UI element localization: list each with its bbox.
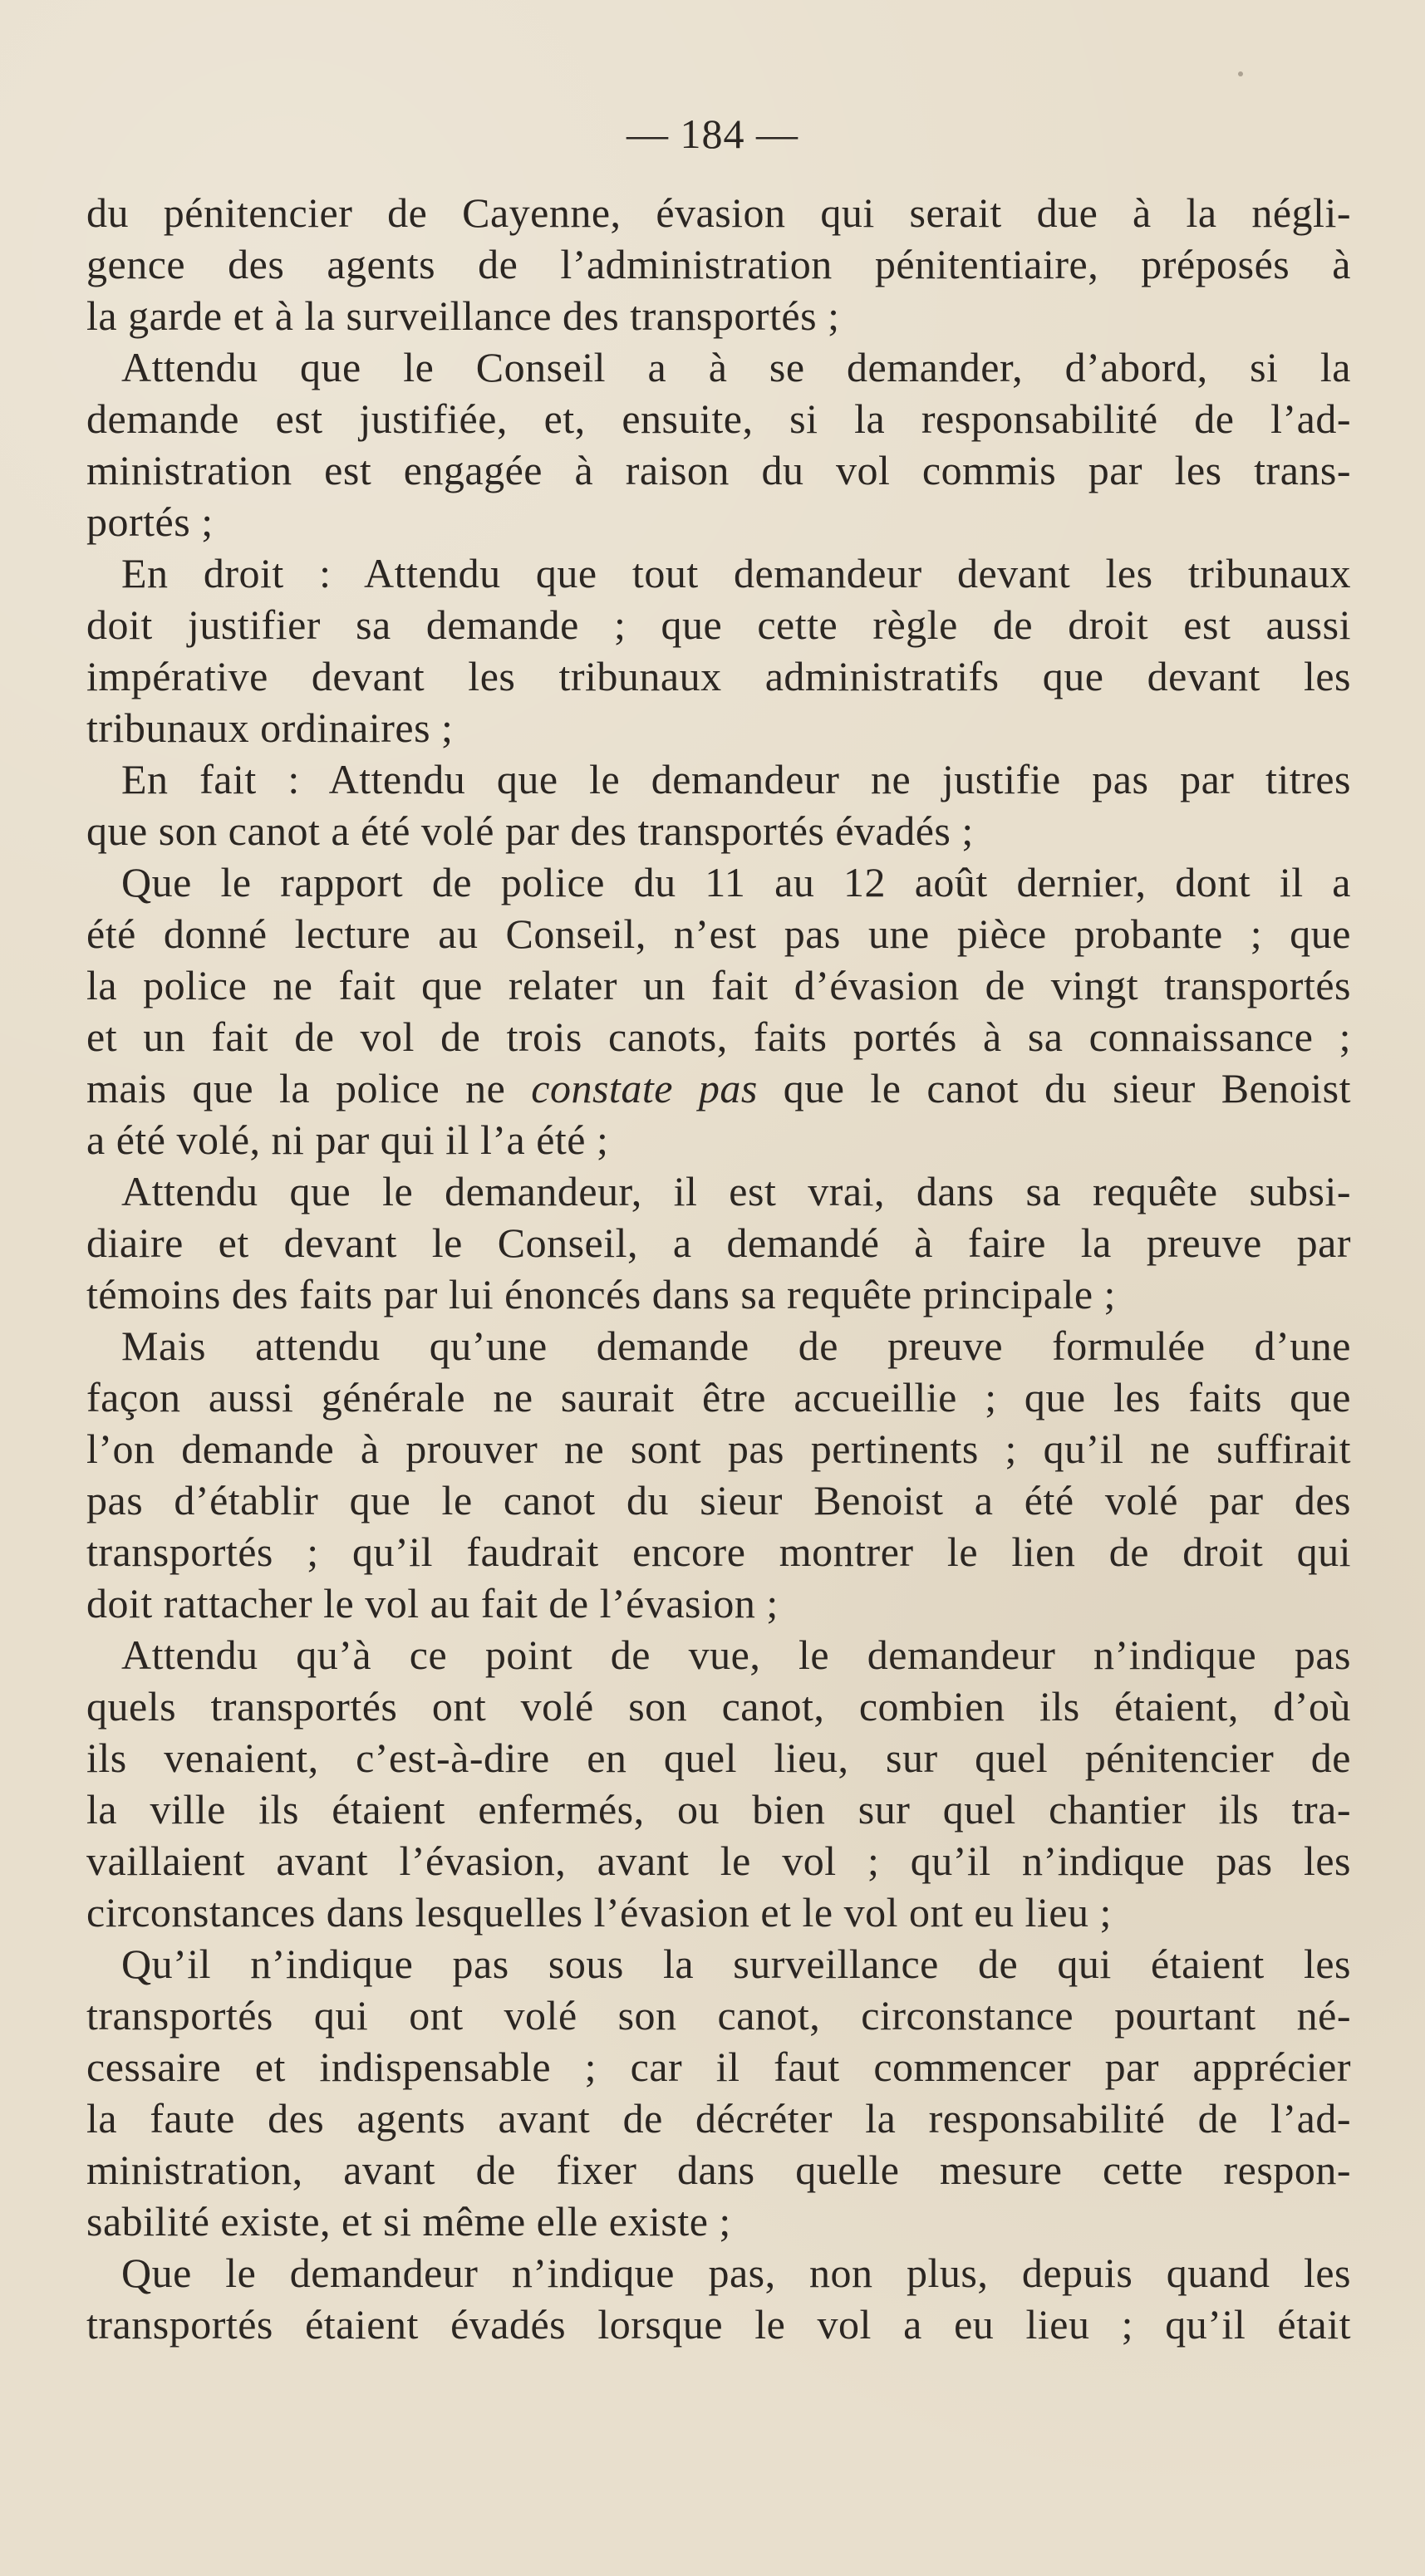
text-fragment: que le canot du sieur Benoist: [757, 1065, 1351, 1111]
text-line: diaire et devant le Conseil, a demandé à faire la preuve par: [86, 1219, 1351, 1266]
text-line: Attendu qu’à ce point de vue, le demandeur n’indique pas: [121, 1631, 1351, 1678]
text-line: Attendu que le demandeur, il est vrai, dans sa requête subsi-: [121, 1168, 1351, 1214]
text-line: Que le rapport de police du 11 au 12 août dernier, dont il a: [121, 859, 1351, 905]
text-line: gence des agents de l’administration pénitentiaire, préposés à: [86, 241, 1351, 287]
text-line: la ville ils étaient enfermés, ou bien sur quel chantier ils tra-: [86, 1786, 1351, 1833]
text-line: En droit : Attendu que tout demandeur devant les tribunaux: [121, 550, 1351, 596]
text-line: Que le demandeur n’indique pas, non plus, depuis quand les: [121, 2250, 1351, 2296]
text-line: doit rattacher le vol au fait de l’évasion ;: [86, 1580, 779, 1627]
text-line: impérative devant les tribunaux administratifs que devant les: [86, 653, 1351, 699]
text-line: vaillaient avant l’évasion, avant le vol ; qu’il n’indique pas les: [86, 1838, 1351, 1884]
text-line: ministration, avant de fixer dans quelle mesure cette respon-: [86, 2147, 1351, 2193]
text-line: la garde et à la surveillance des transportés ;: [86, 292, 840, 339]
page-number: — 184 —: [627, 110, 798, 157]
text-line: cessaire et indispensable ; car il faut commencer par apprécier: [86, 2044, 1351, 2090]
text-line: a été volé, ni par qui il l’a été ;: [86, 1116, 609, 1163]
text-line: transportés ; qu’il faudrait encore montrer le lien de droit qui: [86, 1528, 1351, 1575]
text-line: façon aussi générale ne saurait être accueillie ; que les faits que: [86, 1374, 1351, 1420]
text-line: ministration est engagée à raison du vol commis par les trans-: [86, 447, 1351, 493]
text-line: la police ne fait que relater un fait d’évasion de vingt transportés: [86, 962, 1351, 1008]
italic-text-fragment: constate pas: [531, 1065, 758, 1111]
text-line: tribunaux ordinaires ;: [86, 704, 454, 751]
text-line: circonstances dans lesquelles l’évasion et le vol ont eu lieu ;: [86, 1889, 1112, 1936]
paper-speck: [1238, 71, 1243, 76]
text-line: et un fait de vol de trois canots, faits portés à sa connaissance ;: [86, 1013, 1351, 1060]
text-line: sabilité existe, et si même elle existe ;: [86, 2198, 731, 2245]
text-line: Mais attendu qu’une demande de preuve formulée d’une: [121, 1322, 1351, 1369]
text-line: portés ;: [86, 498, 214, 545]
text-line: Attendu que le Conseil a à se demander, d’abord, si la: [121, 344, 1351, 390]
text-line: transportés qui ont volé son canot, circonstance pourtant né-: [86, 1992, 1351, 2039]
text-line: demande est justifiée, et, ensuite, si la responsabilité de l’ad-: [86, 395, 1351, 442]
text-fragment: mais que la police ne: [86, 1065, 532, 1111]
text-line: En fait : Attendu que le demandeur ne justifie pas par titres: [121, 756, 1351, 802]
text-line: quels transportés ont volé son canot, combien ils étaient, d’où: [86, 1683, 1351, 1730]
text-line: Qu’il n’indique pas sous la surveillance de qui étaient les: [121, 1941, 1351, 1987]
text-line: la faute des agents avant de décréter la responsabilité de l’ad-: [86, 2095, 1351, 2142]
body-text: [86, 187, 1351, 2350]
text-line: du pénitencier de Cayenne, évasion qui serait due à la négli-: [86, 189, 1351, 236]
text-line: été donné lecture au Conseil, n’est pas une pièce probante ; que: [86, 910, 1351, 957]
text-line: pas d’établir que le canot du sieur Benoist a été volé par des: [86, 1477, 1351, 1524]
text-line: témoins des faits par lui énoncés dans sa requête principale ;: [86, 1271, 1116, 1317]
text-line: transportés étaient évadés lorsque le vol a eu lieu ; qu’il était: [86, 2301, 1351, 2348]
text-line: l’on demande à prouver ne sont pas pertinents ; qu’il ne suffirait: [86, 1425, 1351, 1472]
text-line: ils venaient, c’est-à-dire en quel lieu, sur quel pénitencier de: [86, 1735, 1351, 1781]
text-line: doit justifier sa demande ; que cette règle de droit est aussi: [86, 601, 1351, 648]
text-line: que son canot a été volé par des transportés évadés ;: [86, 807, 974, 854]
text-line: [86, 1062, 1351, 1114]
